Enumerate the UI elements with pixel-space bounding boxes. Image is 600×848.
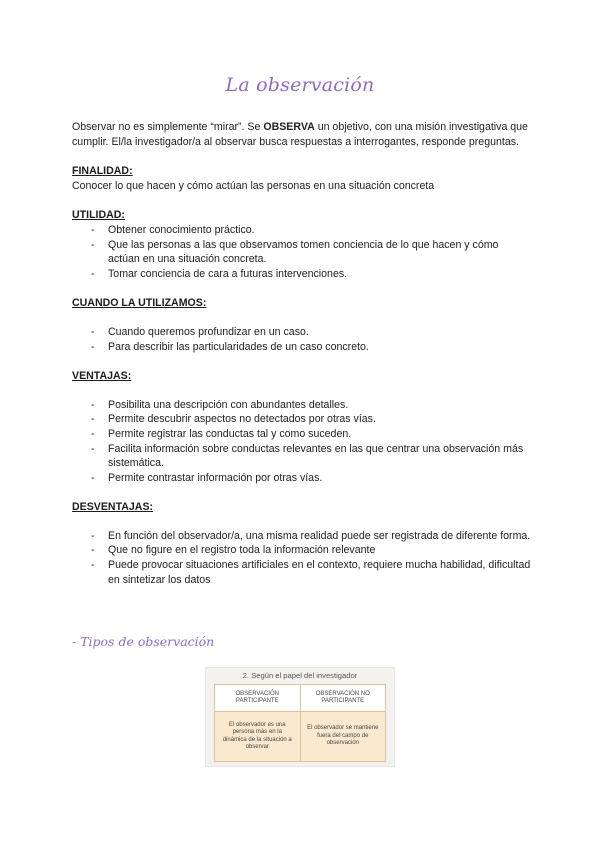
finalidad-heading: FINALIDAD: (72, 165, 133, 178)
intro-paragraph (72, 120, 532, 149)
list-item: - Facilita información sobre conductas relevantes en las que centrar una observación más sistemática. (72, 442, 532, 471)
list-item: - Cuando queremos profundizar en un caso. (72, 325, 532, 340)
intro-emphasis: OBSERVA (263, 121, 315, 133)
list-item: - Permite descubrir aspectos no detectados por otras vías. (72, 412, 532, 427)
intro-text-before: Observar no es simplemente “mirar”. Se (72, 121, 264, 133)
list-item: - Que las personas a las que observamos tomen conciencia de lo que hacen y cómo actúan en una situación concreta. (72, 238, 532, 267)
observation-types-table (214, 684, 386, 762)
cuando-heading: CUANDO LA UTILIZAMOS: (72, 297, 207, 310)
table-row (215, 712, 386, 762)
intro-text-after: un objetivo, con una misión investigativa que cumplir. El/la investigador/a al observar busca respuestas a interrogantes, responde preguntas. (72, 121, 528, 148)
list-item: - Permite registrar las conductas tal y como suceden. (72, 427, 532, 442)
desventajas-heading: DESVENTAJAS: (72, 501, 154, 514)
list-item: - Posibilita una descripción con abundantes detalles. (72, 398, 532, 413)
document-body (72, 120, 532, 587)
utilidad-list (72, 223, 532, 281)
list-item: - Para describir las particularidades de un caso concreto. (72, 340, 532, 355)
observation-types-figure (206, 668, 394, 766)
cuando-list (72, 325, 532, 354)
list-item: - Obtener conocimiento práctico. (72, 223, 532, 238)
finalidad-text: Conocer lo que hacen y cómo actúan las personas en una situación concreta (72, 179, 435, 192)
utilidad-heading: UTILIDAD: (72, 209, 125, 222)
column-header: OBSERVACIÓN PARTICIPANTE (215, 685, 301, 712)
tipos-heading: - Tipos de observación (72, 634, 215, 649)
list-item: - En función del observador/a, una misma realidad puede ser registrada de diferente forma. (72, 529, 532, 544)
page-title: La observación (225, 74, 375, 96)
column-header: OBSERVACIÓN NO PARTICIPANTE (300, 685, 386, 712)
ventajas-heading: VENTAJAS: (72, 370, 132, 383)
figure-caption: 2. Según el papel del investigador (242, 671, 358, 680)
table-cell: El observador es una persona más en la dinámica de la situación a observar (215, 712, 301, 762)
list-item: - Puede provocar situaciones artificiales en el contexto, requiere mucha habilidad, dificultad en sintetizar los datos (72, 558, 532, 587)
desventajas-list (72, 529, 532, 587)
ventajas-list (72, 398, 532, 486)
table-cell: El observador se mantiene fuera del campo de observación (300, 712, 386, 762)
list-item: - Permite contrastar información por otras vías. (72, 471, 532, 486)
table-header-row (215, 685, 386, 712)
list-item: - Tomar conciencia de cara a futuras intervenciones. (72, 267, 532, 282)
list-item: - Que no figure en el registro toda la información relevante (72, 543, 532, 558)
